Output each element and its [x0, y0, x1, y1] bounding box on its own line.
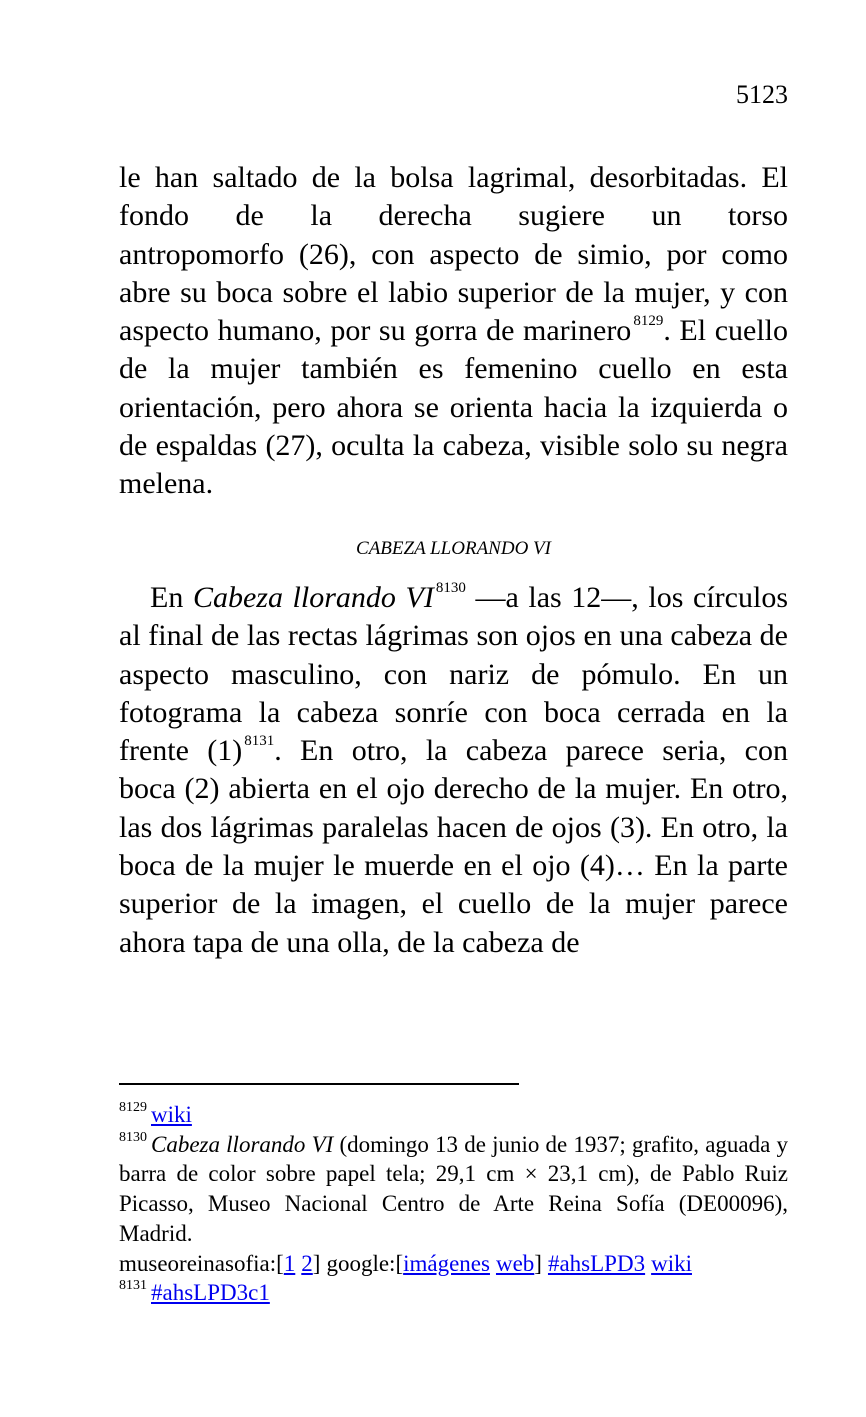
wiki-link[interactable]: wiki: [651, 1250, 692, 1276]
footnote-number: 8129: [119, 1100, 147, 1115]
body-paragraph-2: [119, 579, 788, 962]
footnote-text: (domingo 13 de junio de 1937; grafito, aguada y barra de color sobre papel tela; 29,1 cm × 23,1 cm), de Pablo Ruiz Picasso, Museo Nacional Centro de Arte Reina Sofía (DE00096), Madrid.: [119, 1131, 788, 1246]
museo-close: ]: [312, 1250, 321, 1276]
footnotes: [119, 1100, 788, 1308]
google-images-link[interactable]: imágenes: [403, 1250, 490, 1276]
paragraph-1-text-start: le han saltado de la bolsa lagrimal, desorbitadas. El fondo de la derecha sugiere un torso antropomorfo (26), con aspecto de simio, por como abre su boca sobre el labio superior de la mujer, y con aspecto humano, por su gorra de marinero: [119, 161, 788, 348]
footnote-separator: [119, 1083, 519, 1085]
wiki-link[interactable]: wiki: [151, 1102, 192, 1127]
google-web-link[interactable]: web: [495, 1250, 535, 1276]
footnote-8129: [119, 1100, 788, 1130]
footnote-artwork-title: Cabeza llorando VI: [151, 1131, 334, 1157]
google-label: google:[: [326, 1250, 404, 1276]
footnote-number: 8131: [119, 1278, 147, 1294]
footnote-8131: [119, 1278, 788, 1308]
body-paragraph-1: [119, 159, 788, 504]
footnote-ref-8130: 8130: [435, 580, 466, 596]
google-close: ]: [534, 1250, 542, 1276]
footnote-number: 8130: [119, 1129, 147, 1145]
footnote-8130: [119, 1130, 788, 1249]
hash-link-ahsLPD3[interactable]: #ahsLPD3: [547, 1250, 646, 1276]
artwork-title: Cabeza llorando VI: [192, 581, 434, 614]
footnote-ref-8131: 8131: [244, 733, 275, 750]
paragraph-2-text-start: En: [150, 581, 193, 614]
footnote-ref-8129: 8129: [633, 313, 664, 330]
museo-link-2[interactable]: 2: [301, 1250, 313, 1276]
section-heading: CABEZA LLORANDO VI: [356, 538, 551, 559]
footnote-8130-links: [119, 1249, 788, 1279]
paragraph-2-text-middle: —a las 12—, los círculos al final de las rectas lágrimas son ojos en una cabeza de aspecto masculino, con nariz de pómulo. En un fotograma la cabeza sonríe con boca cerrada en la frente (1): [119, 581, 788, 768]
museo-link-1[interactable]: 1: [283, 1250, 296, 1276]
museo-label: museoreinasofia:[: [119, 1250, 284, 1276]
paragraph-1-text-end: . El cuello de la mujer también es femenino cuello en esta orientación, pero ahora se orienta hacia la izquierda o de espaldas (27), oculta la cabeza, visible solo su negra melena.: [119, 314, 788, 501]
paragraph-2-text-end: . En otro, la cabeza parece seria, con boca (2) abierta en el ojo derecho de la mujer. En otro, las dos lágrimas paralelas hacen de ojos (3). En otro, la boca de la mujer le muerde en el ojo (4)… En la parte superior de la imagen, el cuello de la mujer parece ahora tapa de una olla, de la cabeza de: [119, 734, 788, 959]
hash-link-ahsLPD3c1[interactable]: #ahsLPD3c1: [151, 1280, 270, 1306]
page-number: 5123: [736, 80, 788, 109]
